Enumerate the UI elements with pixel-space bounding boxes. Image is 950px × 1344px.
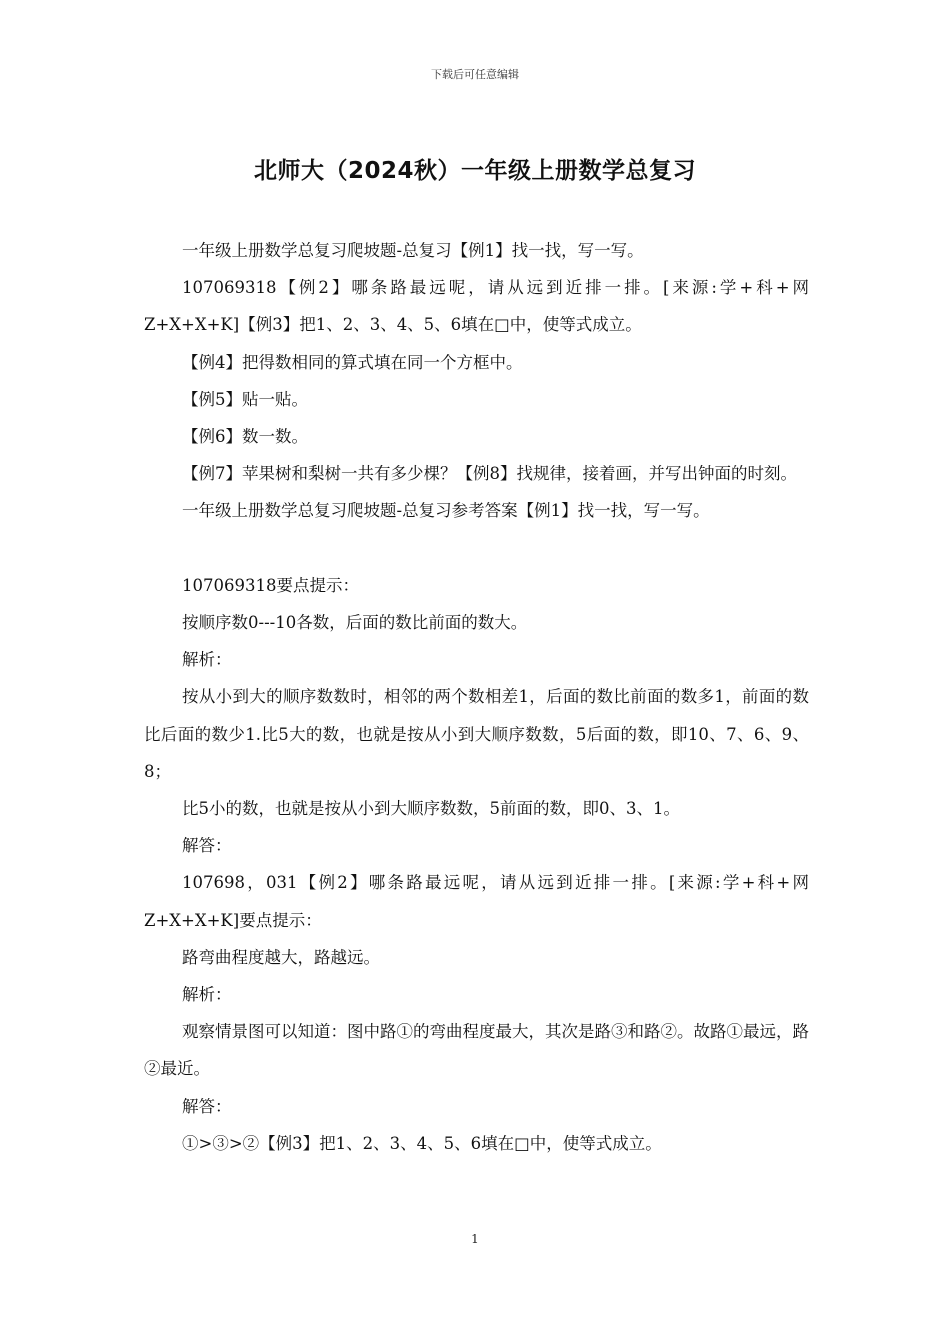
paragraph: 107698，031【例2】哪条路最远呢，请从远到近排一排。[来源:学+科+网Z+X+X+K]要点提示： — [144, 873, 809, 930]
paragraph: 【例6】数一数。 — [182, 427, 308, 447]
paragraph: 【例4】把得数相同的算式填在同一个方框中。 — [182, 352, 523, 372]
blank-line — [144, 530, 809, 567]
page-number: 1 — [471, 1232, 479, 1246]
paragraph: 解答： — [182, 1096, 232, 1116]
document-title: 北师大（2024秋）一年级上册数学总复习 — [253, 158, 696, 184]
paragraph: 观察情景图可以知道：图中路①的弯曲程度最大，其次是路③和路②。故路①最远，路②最近。 — [144, 1022, 809, 1079]
paragraph: 107069318【例2】哪条路最远呢，请从远到近排一排。[来源:学+科+网Z+X+X+K]【例3】把1、2、3、4、5、6填在□中，使等式成立。 — [144, 278, 809, 335]
paragraph: 【例5】贴一贴。 — [182, 389, 308, 409]
paragraph: 【例7】苹果树和梨树一共有多少棵？【例8】找规律，接着画，并写出钟面的时刻。 — [182, 464, 797, 484]
paragraph: 107069318要点提示： — [182, 575, 359, 595]
header-note: 下载后可任意编辑 — [431, 68, 519, 81]
paragraph: 解答： — [182, 836, 232, 856]
document-body — [144, 232, 809, 1162]
paragraph: 一年级上册数学总复习爬坡题-总复习【例1】找一找，写一写。 — [182, 241, 644, 260]
paragraph: ①>③>②【例3】把1、2、3、4、5、6填在□中，使等式成立。 — [182, 1133, 662, 1153]
paragraph: 比5小的数，也就是按从小到大顺序数数，5前面的数，即0、3、1。 — [182, 799, 680, 819]
paragraph: 路弯曲程度越大，路越远。 — [182, 947, 380, 967]
paragraph: 解析： — [182, 985, 232, 1005]
paragraph: 按顺序数0---10各数，后面的数比前面的数大。 — [182, 613, 528, 633]
paragraph: 解析： — [182, 650, 232, 670]
paragraph: 一年级上册数学总复习爬坡题-总复习参考答案【例1】找一找，写一写。 — [182, 501, 710, 521]
paragraph: 按从小到大的顺序数数时，相邻的两个数相差1，后面的数比前面的数多1，前面的数比后面的数少1.比5大的数，也就是按从小到大顺序数数，5后面的数，即10、7、6、9、8； — [144, 687, 809, 781]
